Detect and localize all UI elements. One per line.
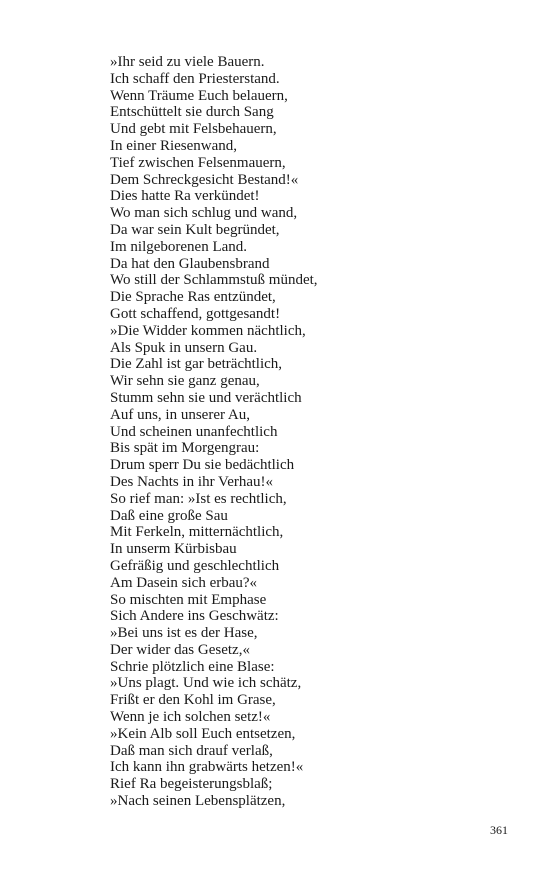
poem-line: Und gebt mit Felsbehauern, [110, 121, 277, 138]
poem-line: Wo man sich schlug und wand, [110, 205, 298, 222]
poem-line: Dies hatte Ra verkündet! [110, 188, 260, 205]
poem-line: Wenn je ich solchen setz!« [110, 709, 271, 726]
poem-line: Am Dasein sich erbau?« [110, 574, 258, 591]
poem-line: »Nach seinen Lebensplätzen, [110, 793, 286, 810]
poem-line: Des Nachts in ihr Verhau!« [110, 473, 274, 490]
poem-line: Der wider das Gesetz,« [110, 641, 250, 658]
poem-line: Da war sein Kult begründet, [110, 221, 280, 238]
poem-line: »Die Widder kommen nächtlich, [110, 322, 306, 339]
poem-line: Und scheinen unanfechtlich [110, 423, 278, 440]
poem-line: Drum sperr Du sie bedächtlich [110, 457, 295, 474]
poem-line: Frißt er den Kohl im Grase, [110, 692, 276, 709]
poem-line: In unserm Kürbisbau [110, 541, 237, 558]
poem-line: Dem Schreckgesicht Bestand!« [110, 171, 299, 188]
poem-line: Die Sprache Ras entzündet, [110, 289, 276, 306]
poem-line: Mit Ferkeln, mitternächtlich, [110, 524, 284, 541]
poem-line: Wo still der Schlammstuß mündet, [110, 272, 318, 289]
poem-line: Daß man sich drauf verlaß, [110, 742, 273, 759]
poem-text-block [110, 54, 318, 810]
page-number: 361 [490, 823, 508, 837]
poem-line: Ich kann ihn grabwärts hetzen!« [110, 759, 304, 776]
poem-line: Die Zahl ist gar beträchtlich, [110, 356, 283, 373]
poem-line: So mischten mit Emphase [110, 591, 267, 608]
poem-line: Gefräßig und geschlechtlich [110, 557, 280, 574]
poem-line: In einer Riesenwand, [110, 137, 238, 154]
poem-line: Gott schaffend, gottgesandt! [110, 305, 281, 322]
poem-line: Sich Andere ins Geschwätz: [110, 608, 279, 625]
poem-line: »Ihr seid zu viele Bauern. [110, 54, 265, 70]
poem-line: Ich schaff den Priesterstand. [110, 70, 280, 87]
poem-line: Schrie plötzlich eine Blase: [110, 658, 275, 675]
poem-line: Wir sehn sie ganz genau, [110, 373, 260, 390]
poem-line: Wenn Träume Euch belauern, [110, 87, 288, 104]
poem-line: Auf uns, in unserer Au, [110, 406, 250, 423]
poem-line: Rief Ra begeisterungsblaß; [110, 776, 273, 793]
poem-line: Im nilgeborenen Land. [110, 238, 248, 255]
poem-line: »Kein Alb soll Euch entsetzen, [110, 725, 296, 742]
poem-line: So rief man: »Ist es rechtlich, [110, 490, 287, 507]
poem-line: Als Spuk in unsern Gau. [110, 339, 258, 356]
poem-line: Tief zwischen Felsenmauern, [110, 154, 286, 171]
poem-line: Da hat den Glaubensbrand [110, 255, 270, 272]
poem-line: Daß eine große Sau [110, 507, 228, 524]
poem-line: Bis spät im Morgengrau: [110, 440, 260, 457]
poem-line: »Uns plagt. Und wie ich schätz, [110, 675, 302, 692]
poem-line: »Bei uns ist es der Hase, [110, 625, 258, 642]
poem-line: Stumm sehn sie und verächtlich [110, 389, 302, 406]
poem-line: Entschüttelt sie durch Sang [110, 104, 274, 121]
